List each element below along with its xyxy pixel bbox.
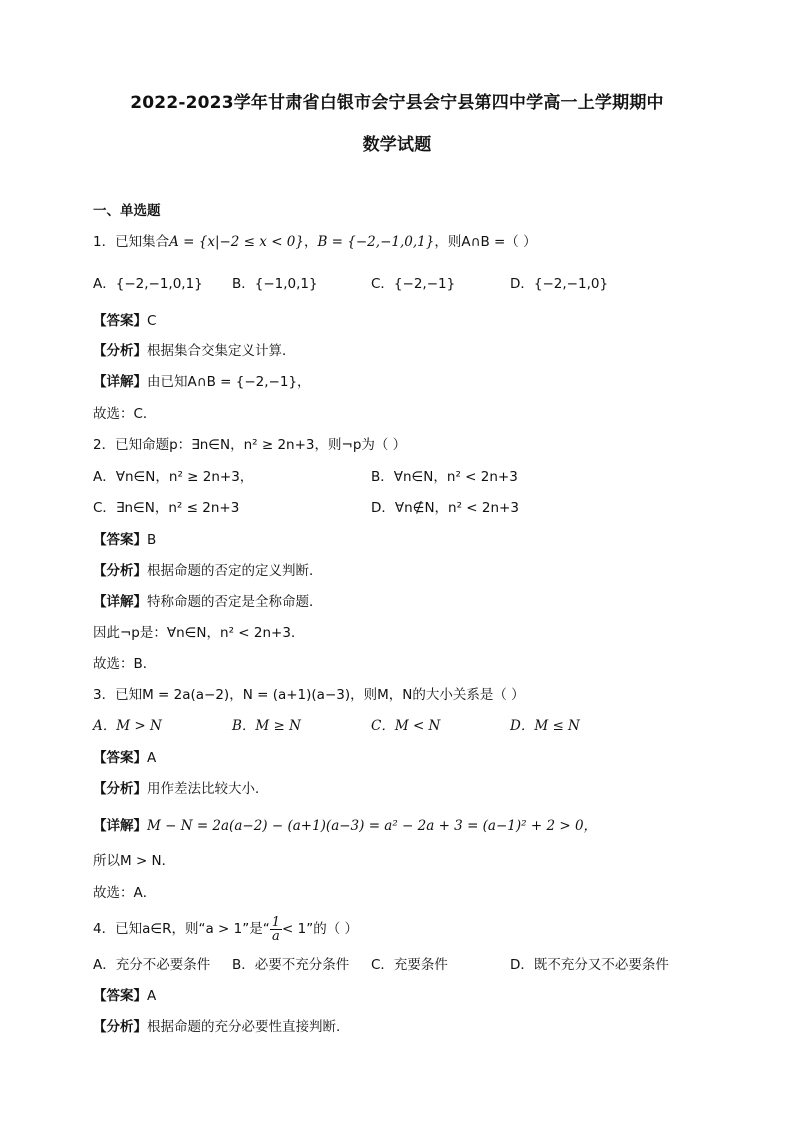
answer-tag: 【答案】 [93, 313, 147, 329]
q1-answer: C [147, 313, 157, 329]
analysis-tag: 【分析】 [93, 781, 147, 797]
q1-option-b: B．{−1,0,1} [232, 276, 318, 292]
q3-answer: A [147, 750, 157, 766]
section-heading: 一、单选题 [93, 203, 161, 219]
q1-stem-post: ，则A∩B =（ ） [434, 234, 537, 250]
q4-answer-line [93, 986, 156, 1006]
q4-option-a: A．充分不必要条件 [93, 957, 211, 973]
document-title-line1: 2022-2023学年甘肃省白银市会宁县会宁县第四中学高一上学期期中 [130, 93, 664, 113]
q3-option-c: C．M < N [371, 718, 441, 734]
q4-option-c: C．充要条件 [371, 957, 448, 973]
q1-option-c: C．{−2,−1} [371, 276, 456, 292]
q4-option-d: D．既不充分又不必要条件 [510, 957, 669, 973]
q4-fraction-numerator: 1 [271, 914, 281, 930]
q2-analysis-line [93, 561, 323, 581]
q3-stem: 3．已知M = 2a(a−2)，N = (a+1)(a−3)，则M，N的大小关系是（ ） [93, 687, 525, 703]
q1-stem [93, 232, 537, 252]
q4-analysis-line [93, 1017, 340, 1037]
q3-option-b: B．M ≥ N [232, 718, 301, 734]
q2-answer: B [147, 532, 157, 548]
q4-fraction [270, 916, 282, 943]
q2-answer-line [93, 530, 156, 550]
q4-stem-post: < 1”的（ ） [282, 921, 359, 937]
q3-analysis: 用作差法比较大小． [147, 781, 269, 797]
q1-option-a: A．{−2,−1,0,1} [93, 276, 203, 292]
q4-fraction-denominator: a [272, 928, 280, 944]
q3-conclusion: 故选：A． [93, 885, 157, 901]
q3-analysis-line [93, 779, 269, 799]
q4-stem-pre: 4．已知a∈R，则“a > 1”是“ [93, 921, 270, 937]
q1-analysis: 根据集合交集定义计算． [147, 343, 296, 359]
detail-tag: 【详解】 [93, 818, 147, 834]
q3-extra: 所以M > N． [93, 853, 176, 869]
q2-analysis: 根据命题的否定的定义判断． [147, 563, 323, 579]
q2-extra: 因此¬p是：∀n∈N，n² < 2n+3． [93, 625, 305, 641]
document-title-line2: 数学试题 [362, 135, 432, 155]
answer-tag: 【答案】 [93, 532, 147, 548]
answer-tag: 【答案】 [93, 750, 147, 766]
q3-detail-line [93, 816, 597, 836]
q4-option-b: B．必要不充分条件 [232, 957, 350, 973]
q2-option-c: C．∃n∈N，n² ≤ 2n+3 [93, 500, 240, 516]
q1-set-a: A = {x|−2 ≤ x < 0} [169, 234, 304, 250]
q3-detail: M − N = 2a(a−2) − (a+1)(a−3) = a² − 2a + 3 = (a−1)² + 2 > 0， [147, 818, 598, 834]
q3-option-a: A．M > N [93, 718, 162, 734]
detail-tag: 【详解】 [93, 374, 147, 390]
q1-answer-line [93, 311, 156, 331]
detail-tag: 【详解】 [93, 594, 147, 610]
q1-conclusion: 故选：C． [93, 406, 157, 422]
q3-answer-line [93, 748, 156, 768]
q2-detail-line [93, 592, 323, 612]
q2-detail: 特称命题的否定是全称命题． [147, 594, 323, 610]
q1-option-d: D．{−2,−1,0} [510, 276, 609, 292]
analysis-tag: 【分析】 [93, 563, 147, 579]
q1-detail-line [93, 372, 311, 392]
q4-answer: A [147, 988, 157, 1004]
q1-sep: ， [303, 234, 318, 250]
analysis-tag: 【分析】 [93, 343, 147, 359]
q2-option-a: A．∀n∈N，n² ≥ 2n+3， [93, 469, 254, 485]
q2-option-d: D．∀n∉N，n² < 2n+3 [371, 500, 519, 516]
q1-analysis-line [93, 341, 296, 361]
q1-stem-pre: 1．已知集合 [93, 234, 170, 250]
q2-option-b: B．∀n∈N，n² < 2n+3 [371, 469, 518, 485]
analysis-tag: 【分析】 [93, 1019, 147, 1035]
answer-tag: 【答案】 [93, 988, 147, 1004]
q2-conclusion: 故选：B． [93, 656, 157, 672]
q1-detail: 由已知A∩B = {−2,−1}， [147, 374, 311, 390]
q4-analysis: 根据命题的充分必要性直接判断. [147, 1019, 341, 1035]
q3-option-d: D．M ≤ N [510, 718, 580, 734]
q4-stem [93, 912, 358, 946]
q2-stem: 2．已知命题p：∃n∈N，n² ≥ 2n+3，则¬p为（ ） [93, 437, 407, 453]
q1-set-b: B = {−2,−1,0,1} [317, 234, 435, 250]
